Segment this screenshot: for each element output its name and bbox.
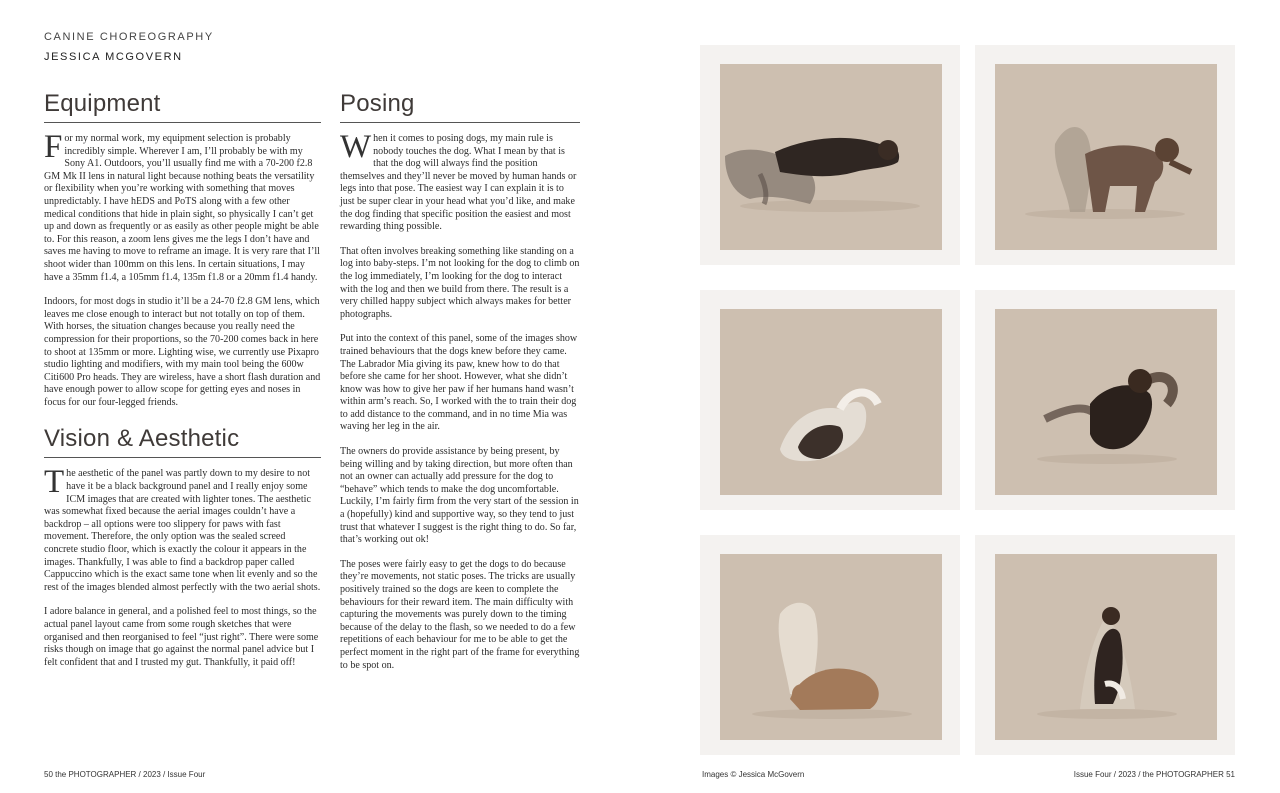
equipment-heading: Equipment (44, 90, 321, 123)
vision-paragraph: The aesthetic of the panel was partly down to my desire to not have it be a black background panel and I really enjoy some ICM images that are created with lighter tones. The aesthetic was somewhat fixed because the aerial images couldn’t have a backdrop – all options were too slippery for paws with fast movement. Therefore, the only option was the sealed screed concrete studio floor, which is exactly the colour it appears in the images. Thankfully, I was able to find a backdrop paper called Cappuccino which is the exact same tone when lit evenly and so the rest of the images blended almost perfectly with the two aerial shots. (44, 464, 321, 593)
photo-frame (975, 290, 1235, 510)
equipment-paragraph: For my normal work, my equipment selection is probably incredibly simple. Wherever I am, I’ll probably be with my Sony A1. Outdoors, you’ll usually find me with a 70-200 f2.8 GM Mk II lens in natural light because nothing beats the versatility or flexibility when you’re working with something that moves unpredictably. I have hEDS and PoTS along with a few other medical conditions that hide in plain sight, so physically I can’t get up and down as frequently or as easily as other people might be able to. For this reason, a zoom lens gives me the legs I don’t have and saves me having to move to reframe an image. It is very rare that I’ll shoot wider than 100mm on this lens. In certain situations, I may have a 35mm f1.4, a 105mm f1.4, 135m f1.8 or a 20mm f1.4 handy. (44, 129, 320, 283)
folio-right: Issue Four / 2023 / the PHOTOGRAPHER 51 (1073, 770, 1235, 779)
photo-frame (700, 45, 960, 265)
photo-frame (700, 535, 960, 755)
aerial-rolling-dog-image (720, 309, 942, 495)
posing-paragraph: The poses were fairly easy to get the dogs to do because they’re movements, not static poses. The tricks are usually positively trained so the dogs are keen to complete the behaviours for their reward item. The main difficulty with capturing the movements was purely down to the timing because of the delay to the flash, so we needed to do a few repetitions of each behaviour for me to be able to get the perfect moment in the right part of the frame for everything to be spot on. (340, 558, 580, 671)
pawing-dog-image (995, 64, 1217, 250)
bowing-labrador-image (720, 554, 942, 740)
spinning-dog-image (995, 309, 1217, 495)
right-page (640, 0, 1280, 793)
series-title: CANINE CHOREOGRAPHY (44, 31, 214, 43)
posing-heading: Posing (340, 90, 580, 123)
photo-leaping-dog (720, 64, 942, 250)
photo-spinning-dog (995, 309, 1217, 495)
posing-paragraph: The owners do provide assistance by being present, by being willing and by taking direction, but more often than not an owner can actually add pressure for the dog to “behave” which tends to make the dog uncomfortable. Luckily, I’m fairly firm from the very start of the session in a (hopefully) kind and supportive way, so they tend to just trust that whatever I suggest is the right thing to do. So far, that’s working out ok! (340, 446, 579, 546)
image-credit: Images © Jessica McGovern (702, 770, 805, 779)
photo-standing-collie (995, 554, 1217, 740)
vision-paragraph: I adore balance in general, and a polished feel to most things, so the actual panel layout came from some rough sketches that were organised and then reorganised to feel “just right”. There were some risks though on image that go against the normal panel advice but I felt confident that and I trusted my gut. Thankfully, it paid off! (44, 606, 319, 668)
standing-collie-image (995, 554, 1217, 740)
posing-paragraph: When it comes to posing dogs, my main rule is nobody touches the dog. What I mean by that is that the dog will always find the position themselves and they’ll never be moved by human hands or legs into that pose. The easiest way I can explain it is to just be super clear in your head what you’d like, and make the dog finding that specific position the easiest and most rewarding thing possible. (340, 129, 577, 233)
folio-left: 50 the PHOTOGRAPHER / 2023 / Issue Four (44, 770, 206, 779)
photo-pawing-dog (995, 64, 1217, 250)
vision-heading: Vision & Aesthetic (44, 425, 321, 458)
photo-aerial-rolling-dog (720, 309, 942, 495)
posing-paragraph: Put into the context of this panel, some of the images show trained behaviours that the dogs knew before they came. The Labrador Mia giving its paw, knew how to do that before she came for her shoot. However, what she didn’t know was how to give her paw if her humans hand wasn’t within arm’s reach. So, I worked with the to train their dog to add distance to the command, and in no time Mia was waving her leg in the air. (340, 333, 578, 433)
photo-bowing-labrador (720, 554, 942, 740)
leaping-dog-image (720, 64, 942, 250)
posing-paragraph: That often involves breaking something like standing on a log into baby-steps. I’m not looking for the dog to climb on the log immediately, I’m looking for the dog to interact with the log and then we build from there. The result is a very chilled happy subject which always makes for better photographs. (340, 245, 580, 320)
author-name: JESSICA MCGOVERN (44, 51, 183, 63)
column-left (44, 90, 321, 669)
photo-frame (975, 45, 1235, 265)
equipment-paragraph: Indoors, for most dogs in studio it’ll be a 24-70 f2.8 GM lens, which leaves me close enough to interact but not totally on top of them. With horses, the situation changes because you really need the compression for their proportions, so the 70-200 comes back in here to shoot at 135mm or more. Lighting wise, we currently use Pixapro studio lighting and modifiers, with my main tool being the 600w Citi600 Pro heads. They are wireless, have a short flash duration and have enough power to allow scope for getting eyes and noses in focus for our four-legged friends. (44, 296, 321, 408)
photo-frame (700, 290, 960, 510)
photo-frame (975, 535, 1235, 755)
column-right (340, 90, 580, 672)
